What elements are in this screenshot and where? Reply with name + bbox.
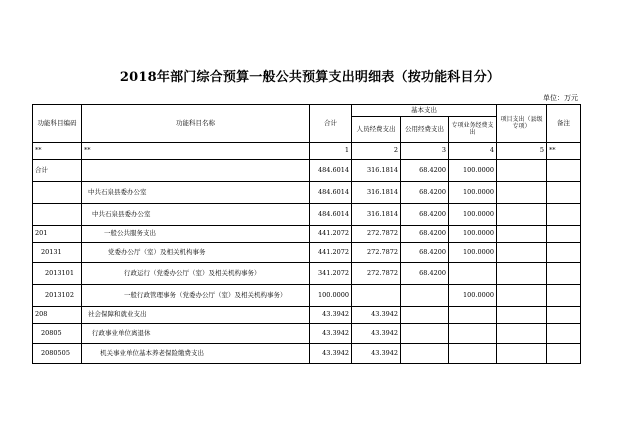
cell-special: [449, 263, 497, 285]
cell-total: 341.2072: [310, 263, 352, 285]
cell-name: 中共石泉县委办公室: [82, 182, 310, 204]
cell-remark: [547, 324, 581, 344]
header-public: 公用经费支出: [401, 117, 449, 143]
header-personnel: 人员经费支出: [352, 117, 401, 143]
cell-public: 68.4200: [401, 263, 449, 285]
header-total: 合计: [310, 105, 352, 143]
cell-public: 68.4200: [401, 160, 449, 182]
cell-project: [497, 344, 547, 364]
cell-total: 43.3942: [310, 324, 352, 344]
table-row: [33, 226, 581, 243]
cell-project: [497, 204, 547, 226]
table-row: [33, 204, 581, 226]
cell-personnel: 272.7872: [352, 226, 401, 243]
cell-personnel: 43.3942: [352, 324, 401, 344]
cell-public: [401, 285, 449, 307]
cell-total: 441.2072: [310, 226, 352, 243]
cell-remark: [547, 226, 581, 243]
cell-special: [449, 324, 497, 344]
header-special: 专项业务经费支出: [449, 117, 497, 143]
cell-remark: [547, 204, 581, 226]
cell-name: 机关事业单位基本养老保险缴费支出: [82, 344, 310, 364]
cell-personnel: 2: [352, 143, 401, 160]
cell-total: 484.6014: [310, 160, 352, 182]
cell-code: 合计: [33, 160, 82, 182]
cell-project: [497, 307, 547, 324]
cell-name: 中共石泉县委办公室: [82, 204, 310, 226]
table-row: [33, 243, 581, 263]
cell-personnel: 272.7872: [352, 243, 401, 263]
unit-label: 单位：万元: [543, 94, 578, 102]
cell-name: 社会保障和就业支出: [82, 307, 310, 324]
cell-project: 5: [497, 143, 547, 160]
cell-remark: [547, 263, 581, 285]
cell-code: 20805: [33, 324, 82, 344]
cell-special: 100.0000: [449, 182, 497, 204]
cell-public: [401, 344, 449, 364]
table-row: [33, 324, 581, 344]
cell-remark: [547, 344, 581, 364]
cell-special: [449, 307, 497, 324]
cell-personnel: 43.3942: [352, 344, 401, 364]
cell-code: 201: [33, 226, 82, 243]
cell-project: [497, 324, 547, 344]
header-basic: 基本支出: [352, 105, 497, 117]
cell-name: [82, 160, 310, 182]
cell-remark: [547, 285, 581, 307]
table-header-row: [33, 105, 581, 117]
cell-total: 43.3942: [310, 307, 352, 324]
cell-personnel: 316.1814: [352, 204, 401, 226]
cell-code: **: [33, 143, 82, 160]
cell-special: 100.0000: [449, 160, 497, 182]
cell-public: [401, 324, 449, 344]
cell-special: 100.0000: [449, 285, 497, 307]
cell-remark: [547, 307, 581, 324]
cell-public: 68.4200: [401, 204, 449, 226]
cell-project: [497, 243, 547, 263]
table-row: [33, 285, 581, 307]
cell-personnel: 316.1814: [352, 182, 401, 204]
cell-code: 2013101: [33, 263, 82, 285]
cell-name: 党委办公厅（室）及相关机构事务: [82, 243, 310, 263]
cell-code: 208: [33, 307, 82, 324]
cell-total: 1: [310, 143, 352, 160]
header-remark: 备注: [547, 105, 581, 143]
cell-total: 100.0000: [310, 285, 352, 307]
cell-special: 100.0000: [449, 204, 497, 226]
cell-code: 20131: [33, 243, 82, 263]
cell-remark: [547, 243, 581, 263]
cell-total: 484.6014: [310, 182, 352, 204]
cell-total: 441.2072: [310, 243, 352, 263]
cell-total: 43.3942: [310, 344, 352, 364]
table-row: [33, 307, 581, 324]
cell-project: [497, 160, 547, 182]
cell-code: 2013102: [33, 285, 82, 307]
cell-project: [497, 226, 547, 243]
cell-remark: **: [547, 143, 581, 160]
cell-project: [497, 285, 547, 307]
cell-public: 3: [401, 143, 449, 160]
cell-personnel: 272.7872: [352, 263, 401, 285]
table-row: [33, 344, 581, 364]
cell-public: 68.4200: [401, 226, 449, 243]
cell-remark: [547, 182, 581, 204]
cell-project: [497, 263, 547, 285]
cell-special: 100.0000: [449, 243, 497, 263]
header-code: 功能科目编码: [33, 105, 82, 143]
page-title: 2018年部门综合预算一般公共预算支出明细表（按功能科目分）: [119, 70, 501, 85]
cell-total: 484.6014: [310, 204, 352, 226]
cell-project: [497, 182, 547, 204]
cell-code: 2080505: [33, 344, 82, 364]
cell-name: 一般行政管理事务（党委办公厅（室）及相关机构事务）: [82, 285, 310, 307]
cell-code: [33, 182, 82, 204]
table-row: [33, 143, 581, 160]
cell-code: [33, 204, 82, 226]
cell-personnel: 43.3942: [352, 307, 401, 324]
cell-public: [401, 307, 449, 324]
cell-special: 4: [449, 143, 497, 160]
cell-special: 100.0000: [449, 226, 497, 243]
header-project: 项目支出（县级专项）: [497, 105, 547, 143]
cell-personnel: [352, 285, 401, 307]
cell-public: 68.4200: [401, 243, 449, 263]
budget-table: [32, 104, 581, 364]
cell-public: 68.4200: [401, 182, 449, 204]
cell-special: [449, 344, 497, 364]
cell-name: 行政运行（党委办公厅（室）及相关机构事务）: [82, 263, 310, 285]
header-name: 功能科目名称: [82, 105, 310, 143]
cell-name: **: [82, 143, 310, 160]
cell-name: 行政事业单位离退休: [82, 324, 310, 344]
cell-name: 一般公共服务支出: [82, 226, 310, 243]
table-row: [33, 263, 581, 285]
cell-remark: [547, 160, 581, 182]
table-row: [33, 182, 581, 204]
cell-personnel: 316.1814: [352, 160, 401, 182]
table-row: [33, 160, 581, 182]
